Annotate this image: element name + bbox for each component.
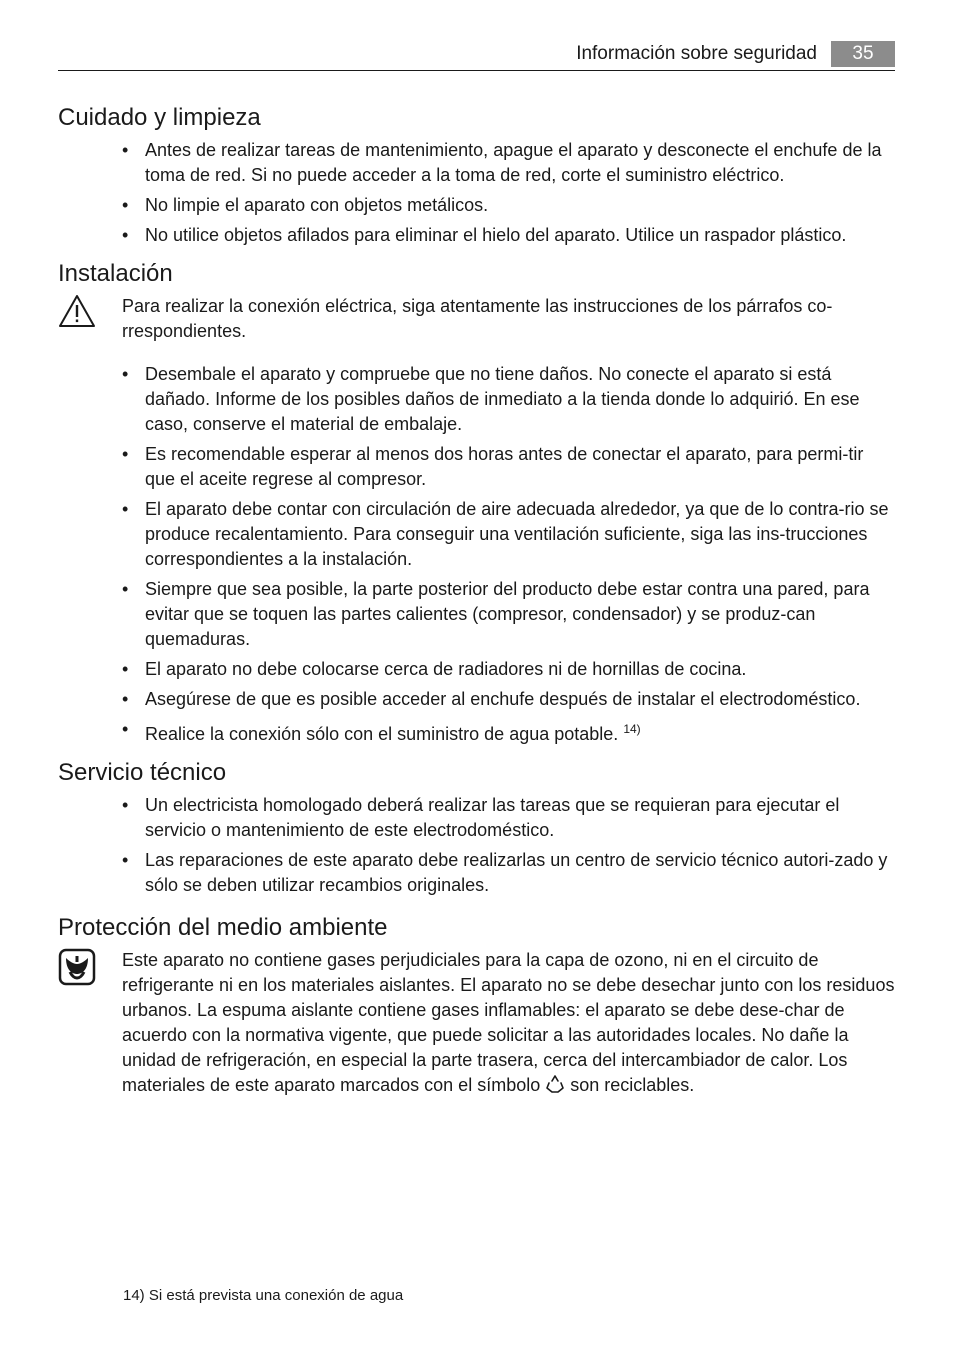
list-item: • Es recomendable esperar al menos dos horas antes de conectar el aparato, para permi-tir que el aceite regrese al compresor. (58, 442, 898, 492)
environment-icon (58, 948, 122, 1101)
list-item: • Antes de realizar tareas de mantenimiento, apague el aparato y desconecte el enchufe de la toma de red. Si no puede acceder a la toma de red, corte el suministro eléctrico. (58, 138, 898, 188)
environment-text-end: son reciclables. (570, 1075, 695, 1095)
page-number: 35 (831, 41, 895, 67)
environment-text-main: Este aparato no contiene gases perjudiciales para la capa de ozono, ni en el circuito de refrigerante ni en los materiales aislantes. El aparato no se debe desechar junto con los residuos urbanos. La espuma aislante contiene gases inflamables: el aparato se debe dese-char de acuerdo con la normativa vigente, que puede solicitar a las autoridades locales. No dañe la unidad de refrigeración, en especial la parte trasera, cerca del intercambiador de calor. Los materiales de este aparato marcados con el símbolo (122, 950, 895, 1095)
instalacion-list (58, 362, 898, 747)
section-title-cuidado: Cuidado y limpieza (58, 104, 261, 131)
servicio-list (58, 793, 898, 898)
cuidado-list (58, 138, 898, 248)
header-rule (58, 70, 895, 71)
recycle-icon (545, 1074, 565, 1101)
list-item: • Siempre que sea posible, la parte posterior del producto debe estar contra una pared, para evitar que se toquen las partes calientes (compresor, condensador) y se produz-can quemaduras. (58, 577, 898, 652)
section-title-servicio: Servicio técnico (58, 759, 227, 786)
list-item: • El aparato debe contar con circulación de aire adecuada alrededor, ya que de lo contra-rio se produce recalentamiento. Para conseguir una ventilación suficiente, siga las ins-trucciones correspondientes a la instalación. (58, 497, 898, 572)
section-title-instalacion: Instalación (58, 260, 173, 287)
list-item (58, 717, 898, 747)
list-item-text: Realice la conexión sólo con el suministro de agua potable. (145, 724, 619, 744)
list-item: • El aparato no debe colocarse cerca de radiadores ni de hornillas de cocina. (58, 657, 898, 682)
warning-text: Para realizar la conexión eléctrica, siga atentamente las instrucciones de los párrafos co-rrespondientes. (122, 296, 833, 341)
footnote-ref: 14) (623, 722, 641, 736)
list-item: • No limpie el aparato con objetos metálicos. (58, 193, 898, 218)
header-title: Información sobre seguridad (576, 43, 817, 64)
section-title-medio-ambiente: Protección del medio ambiente (58, 914, 388, 941)
warning-note (58, 294, 898, 344)
page-content (58, 104, 898, 1119)
warning-icon (58, 294, 122, 344)
list-item: • Asegúrese de que es posible acceder al enchufe después de instalar el electrodoméstico. (58, 687, 898, 712)
footnote: 14) Si está prevista una conexión de agua (123, 1287, 404, 1304)
list-item: • Desembale el aparato y compruebe que no tiene daños. No conecte el aparato si está dañado. Informe de los posibles daños de inmediato a la tienda donde lo adquirió. En ese caso, conserve el material de embalaje. (58, 362, 898, 437)
environment-text (122, 948, 898, 1101)
environment-note (58, 948, 898, 1101)
list-item: • No utilice objetos afilados para eliminar el hielo del aparato. Utilice un raspador plástico. (58, 223, 898, 248)
list-item: • Un electricista homologado deberá realizar las tareas que se requieran para ejecutar el servicio o mantenimiento de este electrodoméstico. (58, 793, 898, 843)
list-item: • Las reparaciones de este aparato debe realizarlas un centro de servicio técnico autori-zado y sólo se deben utilizar recambios originales. (58, 848, 898, 898)
